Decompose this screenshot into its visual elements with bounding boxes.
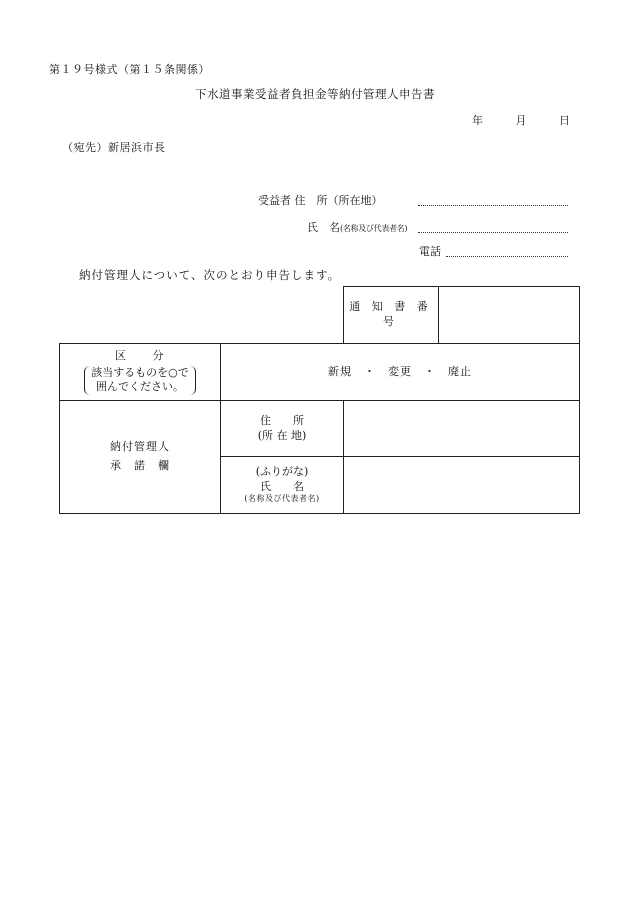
admin-name-sub: (名称及び代表者名) — [244, 494, 320, 504]
admin-address-line2: (所 在 地) — [257, 429, 307, 442]
notice-number-label: 通 知 書 番 号 — [349, 300, 432, 328]
reporter-name-text: 氏 名 — [307, 221, 340, 234]
admin-name-text: 氏 名 — [260, 479, 304, 493]
reporter-name-sub: (名称及び代表者名) — [340, 224, 408, 233]
admin-address-label — [221, 401, 343, 457]
category-options[interactable]: 新規 ・ 変更 ・ 廃止 — [328, 364, 472, 378]
addressee: （宛先）新居浜市長 — [62, 141, 166, 154]
reporter-phone-field[interactable] — [446, 256, 568, 257]
reporter-address-label: 受益者 住 所（所在地） — [258, 194, 383, 207]
reporter-name-field[interactable] — [418, 232, 568, 233]
notice-number-field[interactable] — [439, 287, 579, 343]
admin-address-line1: 住 所 — [260, 414, 304, 428]
category-label: 区 分 — [115, 349, 165, 363]
table-border — [579, 286, 580, 514]
table-border — [59, 513, 580, 514]
statement: 納付管理人について、次のとおり申告します。 — [79, 268, 341, 282]
admin-label-line2: 承 諾 欄 — [110, 459, 170, 472]
date-year: 年 — [472, 114, 483, 127]
admin-name-label — [221, 457, 343, 513]
admin-address-field[interactable] — [344, 401, 579, 456]
category-note-line2: 囲んでください。 — [95, 380, 184, 394]
reporter-name-label — [307, 219, 407, 235]
form-number: 第１９号様式（第１５条関係） — [49, 63, 210, 76]
category-note — [84, 366, 196, 395]
document-title: 下水道事業受益者負担金等納付管理人申告書 — [195, 87, 435, 101]
date-line — [472, 112, 570, 128]
reporter-address-field[interactable] — [418, 205, 568, 206]
category-note-line1: 該当するものを○で — [91, 366, 189, 380]
admin-label-line1: 納付管理人 — [110, 440, 170, 454]
date-month: 月 — [515, 114, 527, 127]
admin-name-field[interactable] — [344, 457, 579, 513]
reporter-phone-label: 電話 — [419, 245, 441, 258]
admin-furigana-label: (ふりがな) — [255, 464, 309, 478]
date-day: 日 — [559, 114, 570, 127]
category-label-cell — [60, 344, 220, 400]
admin-consent-label — [60, 401, 220, 513]
